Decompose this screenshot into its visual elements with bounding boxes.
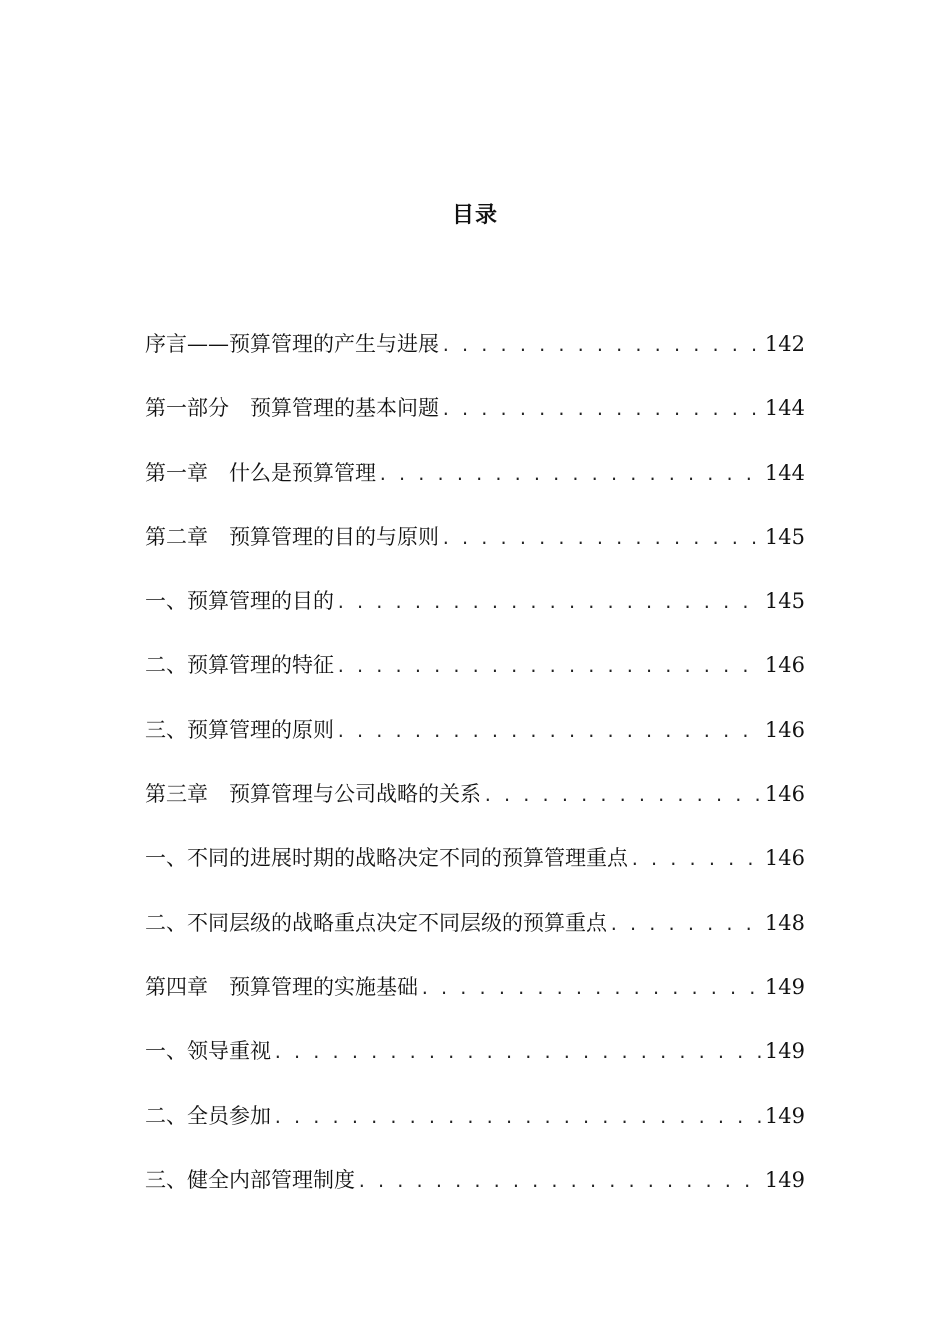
toc-entry-page: 149 [764,974,805,999]
dot-leader [336,649,762,685]
toc-entry[interactable] [145,647,805,711]
dot-leader [420,971,762,1007]
toc-entry-page: 146 [764,782,805,807]
toc-entry-text: 二、不同层级的战略重点决定不同层级的预算重点 [145,910,607,935]
toc-entry-page: 148 [764,910,805,935]
toc-entry[interactable] [145,583,805,647]
toc-entry-page: 146 [764,717,805,742]
toc-entry-text: 第二章 预算管理的目的与原则 [145,524,439,549]
toc-entry-page: 144 [764,460,805,485]
toc-entry-page: 142 [764,332,805,356]
toc-entry-text: 第四章 预算管理的实施基础 [145,974,418,999]
dot-leader [273,1035,762,1071]
dot-leader [609,907,762,943]
toc-entry-page: 145 [764,589,805,614]
toc-entry[interactable] [145,390,805,454]
toc-entry[interactable] [145,969,805,1033]
toc-entry[interactable] [145,840,805,904]
toc-entry-page: 149 [764,1103,805,1128]
toc-entry-text: 二、预算管理的特征 [145,653,334,678]
dot-leader [483,778,762,814]
toc-entry-page: 146 [764,653,805,678]
dot-leader [357,1164,762,1200]
dot-leader [336,585,762,621]
toc-entry[interactable] [145,519,805,583]
toc-entry[interactable] [145,1098,805,1162]
toc-list [145,326,805,1226]
toc-entry-text: 三、健全内部管理制度 [145,1167,355,1192]
dot-leader [630,842,762,878]
toc-entry-text: 一、预算管理的目的 [145,589,334,614]
dot-leader [441,392,762,428]
toc-entry-text: 一、领导重视 [145,1039,271,1064]
toc-entry-text: 三、预算管理的原则 [145,717,334,742]
toc-entry-text: 第一部分 预算管理的基本问题 [145,396,439,421]
dot-leader [378,457,762,493]
toc-entry[interactable] [145,905,805,969]
toc-entry-page: 146 [764,846,805,871]
toc-entry-text: 一、不同的进展时期的战略决定不同的预算管理重点 [145,846,628,871]
toc-entry[interactable] [145,1162,805,1226]
toc-entry[interactable] [145,326,805,390]
dot-leader [336,714,762,750]
toc-entry[interactable] [145,776,805,840]
toc-entry[interactable] [145,1033,805,1097]
toc-entry-text: 二、全员参加 [145,1103,271,1128]
toc-title: 目录 [451,203,498,228]
toc-entry[interactable] [145,712,805,776]
toc-entry-page: 145 [764,524,805,549]
toc-entry-page: 144 [764,396,805,421]
toc-entry[interactable] [145,455,805,519]
toc-entry-text: 第三章 预算管理与公司战略的关系 [145,782,481,807]
dot-leader [441,328,762,364]
dot-leader [441,521,762,557]
toc-entry-text: 序言——预算管理的产生与进展 [145,332,439,356]
toc-entry-text: 第一章 什么是预算管理 [145,460,376,485]
toc-entry-page: 149 [764,1167,805,1192]
toc-entry-page: 149 [764,1039,805,1064]
dot-leader [273,1100,762,1136]
